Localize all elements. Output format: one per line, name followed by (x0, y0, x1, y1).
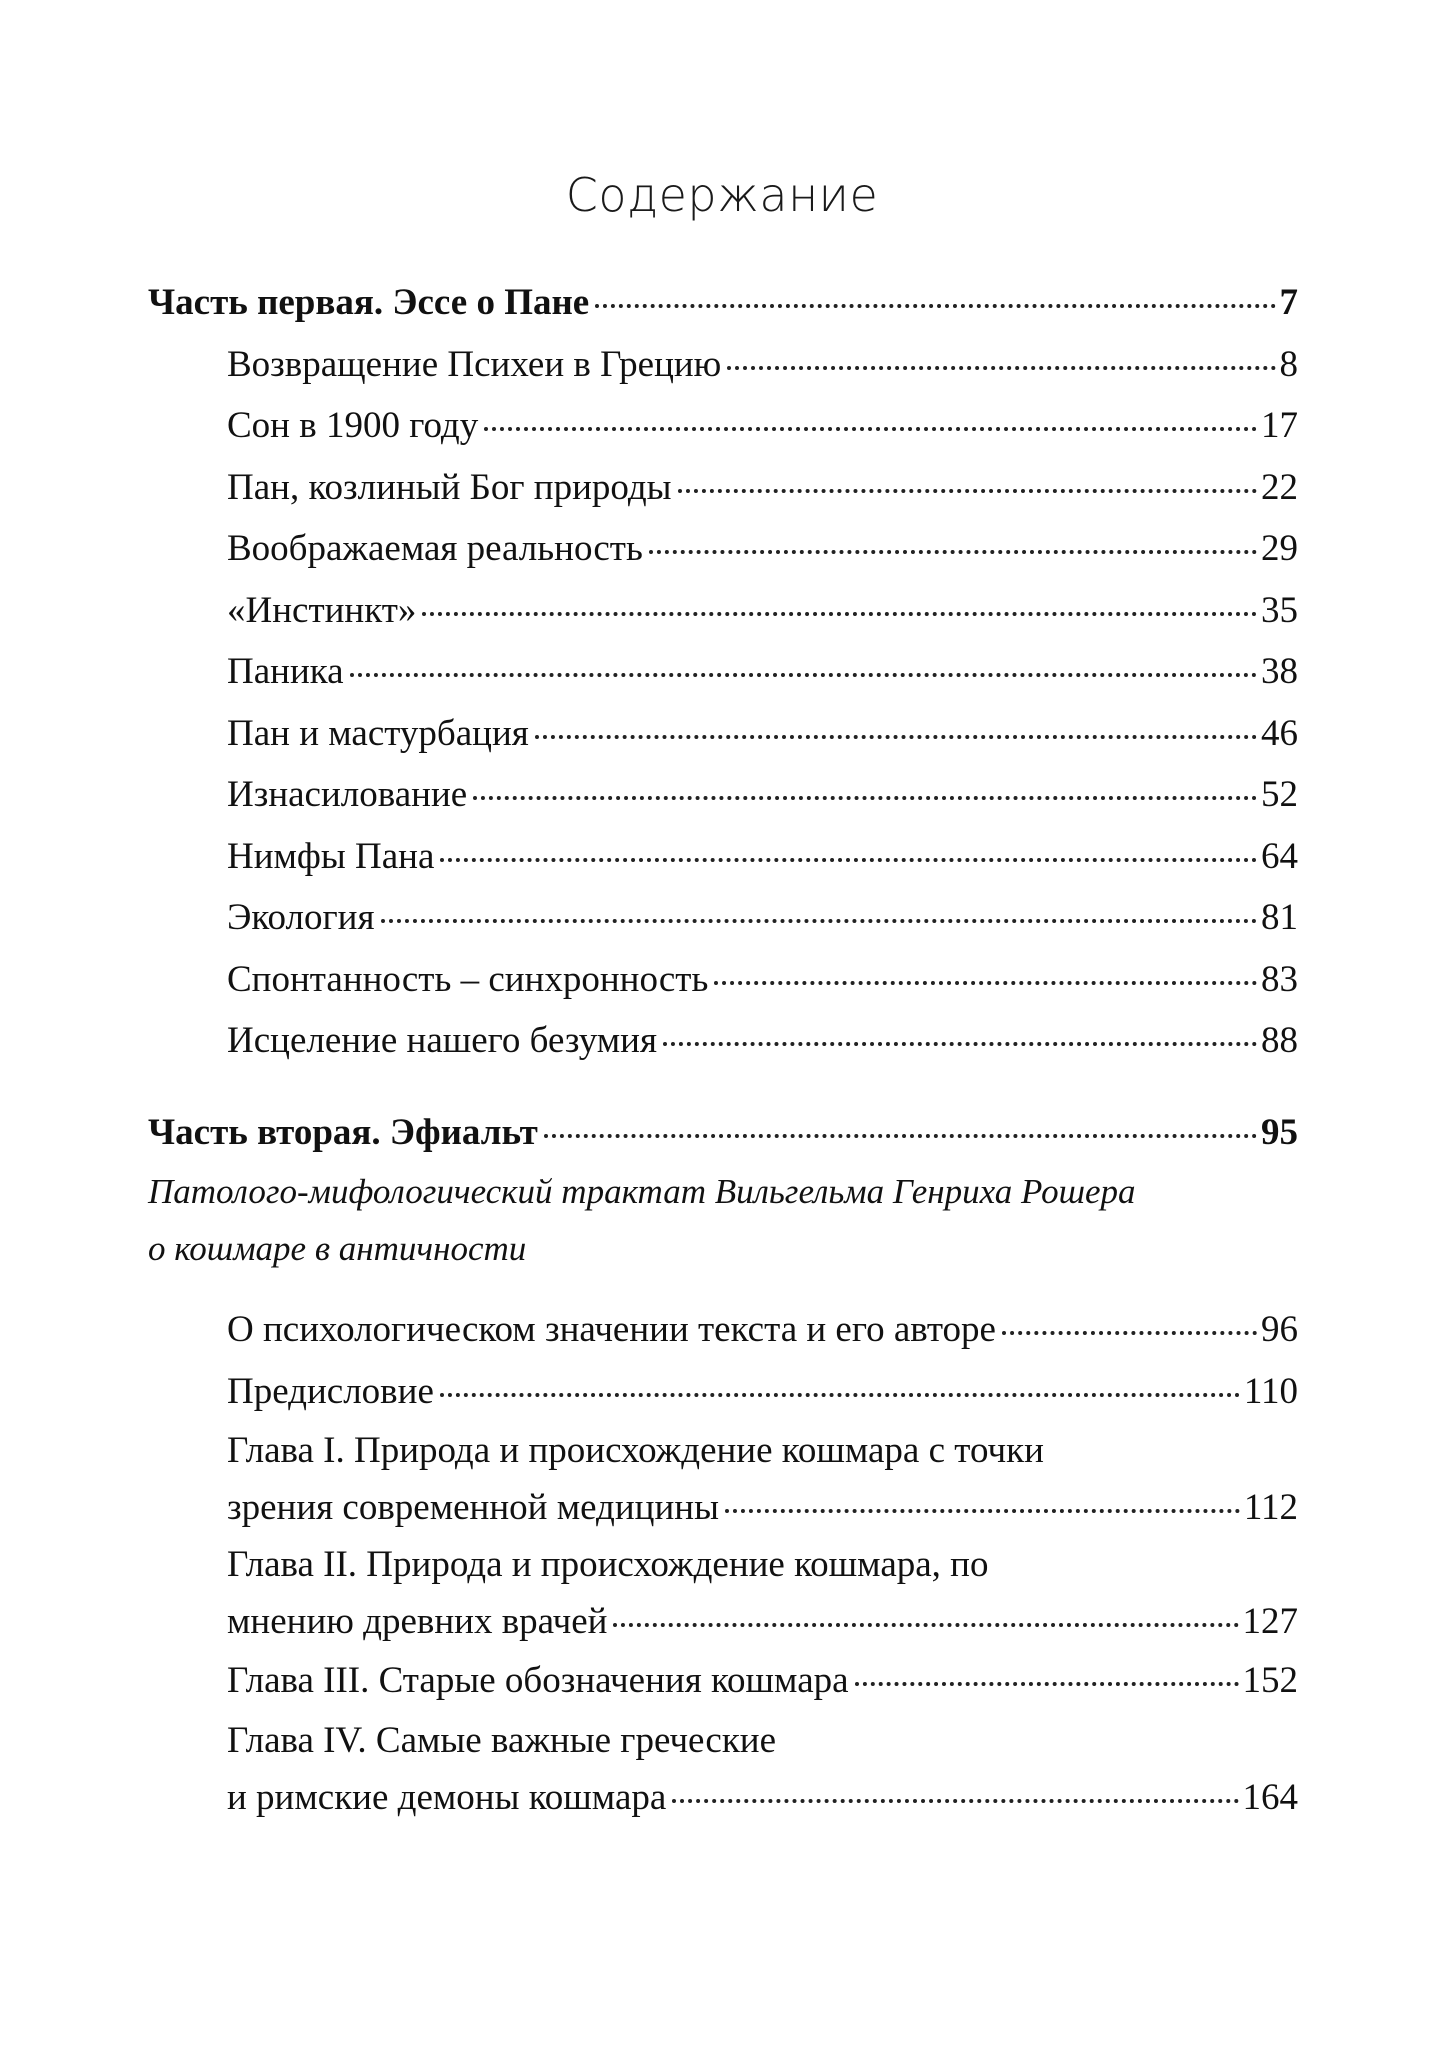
toc-part-label: Часть вторая. Эфиальт (148, 1111, 538, 1153)
toc-item[interactable] (148, 764, 1298, 826)
toc-page-number: 35 (1261, 589, 1298, 631)
toc-item-label: зрения современной медицины (227, 1487, 719, 1528)
toc-item-label: Паника (227, 651, 344, 692)
toc-page-number: 29 (1261, 528, 1298, 569)
dot-leader (613, 1623, 1238, 1627)
toc-page-number: 96 (1261, 1309, 1298, 1350)
dot-leader (484, 427, 1257, 431)
toc-item-label: О психологическом значении текста и его авторе (227, 1309, 996, 1350)
toc-item[interactable] (148, 703, 1298, 765)
toc-item-label: и римские демоны кошмара (227, 1776, 667, 1818)
page-title: Содержание (565, 168, 879, 222)
toc-item-label: Нимфы Пана (227, 835, 435, 877)
toc-item-multiline[interactable] (148, 1536, 1298, 1650)
toc-item-label: Сон в 1900 году (227, 405, 479, 446)
toc-item[interactable] (148, 887, 1298, 949)
toc-page-number: 46 (1261, 712, 1298, 754)
dot-leader (350, 673, 1257, 677)
toc-item-label: «Инстинкт» (227, 589, 417, 631)
toc-item[interactable] (148, 580, 1298, 642)
toc-item-label-line1: Глава I. Природа и происхождение кошмара с точки (227, 1430, 1044, 1471)
dot-leader (440, 1393, 1240, 1397)
toc-item[interactable] (148, 641, 1298, 703)
toc-item[interactable] (148, 1010, 1298, 1072)
dot-leader (727, 366, 1275, 370)
dot-leader (672, 1799, 1238, 1803)
section-spacer (148, 1072, 1298, 1102)
toc-item-label: мнению древних врачей (227, 1601, 608, 1642)
toc-item-label-line1: Глава IV. Самые важные греческие (227, 1719, 777, 1761)
toc-item-label-line1: Глава II. Природа и происхождение кошмара, по (227, 1544, 989, 1585)
toc-item[interactable] (148, 1361, 1298, 1423)
toc-page-number: 95 (1261, 1111, 1298, 1153)
toc-item-label: Предисловие (227, 1370, 434, 1412)
toc-item-label: Возвращение Психеи в Грецию (227, 343, 722, 385)
dot-leader (663, 1042, 1257, 1046)
part-subtitle-line: о кошмаре в античности (148, 1229, 527, 1268)
dot-leader (535, 735, 1257, 739)
toc-page-number: 8 (1279, 343, 1298, 385)
toc-page-number: 152 (1242, 1660, 1298, 1701)
toc-item-multiline[interactable] (148, 1422, 1298, 1536)
dot-leader (544, 1134, 1257, 1138)
toc-part-1[interactable] (148, 272, 1298, 334)
dot-leader (1002, 1331, 1257, 1335)
dot-leader (725, 1509, 1240, 1513)
part-subtitle-line: Патолого-мифологический трактат Вильгельма Генриха Рошера (148, 1172, 1136, 1211)
toc-page-number: 17 (1261, 405, 1298, 446)
toc-page-number: 7 (1279, 282, 1298, 323)
toc-page-number: 112 (1243, 1487, 1298, 1528)
toc-page-number: 38 (1261, 651, 1298, 692)
toc-item-label: Экология (227, 897, 375, 938)
toc-page-number: 22 (1261, 466, 1298, 508)
part-subtitle (148, 1163, 1298, 1277)
toc-item[interactable] (148, 334, 1298, 396)
toc-page-number: 64 (1261, 835, 1298, 877)
toc-page-number: 164 (1242, 1776, 1298, 1818)
toc-item[interactable] (148, 518, 1298, 580)
toc-item[interactable] (148, 1299, 1298, 1361)
dot-leader (714, 981, 1257, 985)
dot-leader (440, 858, 1257, 862)
toc-item-label: Пан и мастурбация (227, 712, 529, 754)
toc-page-number: 88 (1261, 1020, 1298, 1061)
toc-item-label: Изнасилование (227, 774, 468, 815)
dot-leader (678, 489, 1257, 493)
toc-item-label: Воображаемая реальность (227, 528, 643, 569)
dot-leader (381, 919, 1258, 923)
toc-page-number: 83 (1261, 958, 1298, 1000)
toc-page-number: 110 (1243, 1370, 1298, 1412)
toc-part-2[interactable] (148, 1102, 1298, 1164)
toc-item-label: Пан, козлиный Бог природы (227, 466, 672, 508)
toc-item[interactable] (148, 1650, 1298, 1712)
dot-leader (649, 550, 1257, 554)
section-spacer (148, 1277, 1298, 1299)
toc-item[interactable] (148, 395, 1298, 457)
toc-item-label: Глава III. Старые обозначения кошмара (227, 1660, 849, 1701)
dot-leader (855, 1682, 1239, 1686)
toc-page-number: 127 (1242, 1601, 1298, 1642)
toc-item[interactable] (148, 457, 1298, 519)
toc-item-multiline[interactable] (148, 1712, 1298, 1826)
toc-page-number: 52 (1261, 774, 1298, 815)
toc-item[interactable] (148, 949, 1298, 1011)
dot-leader (473, 796, 1257, 800)
dot-leader (422, 612, 1257, 616)
toc-item-label: Спонтанность – синхронность (227, 958, 709, 1000)
table-of-contents (148, 272, 1298, 1826)
dot-leader (595, 304, 1275, 308)
toc-item-label: Исцеление нашего безумия (227, 1020, 657, 1061)
toc-page-number: 81 (1261, 897, 1298, 938)
toc-item[interactable] (148, 826, 1298, 888)
toc-part-label: Часть первая. Эссе о Пане (148, 282, 590, 323)
